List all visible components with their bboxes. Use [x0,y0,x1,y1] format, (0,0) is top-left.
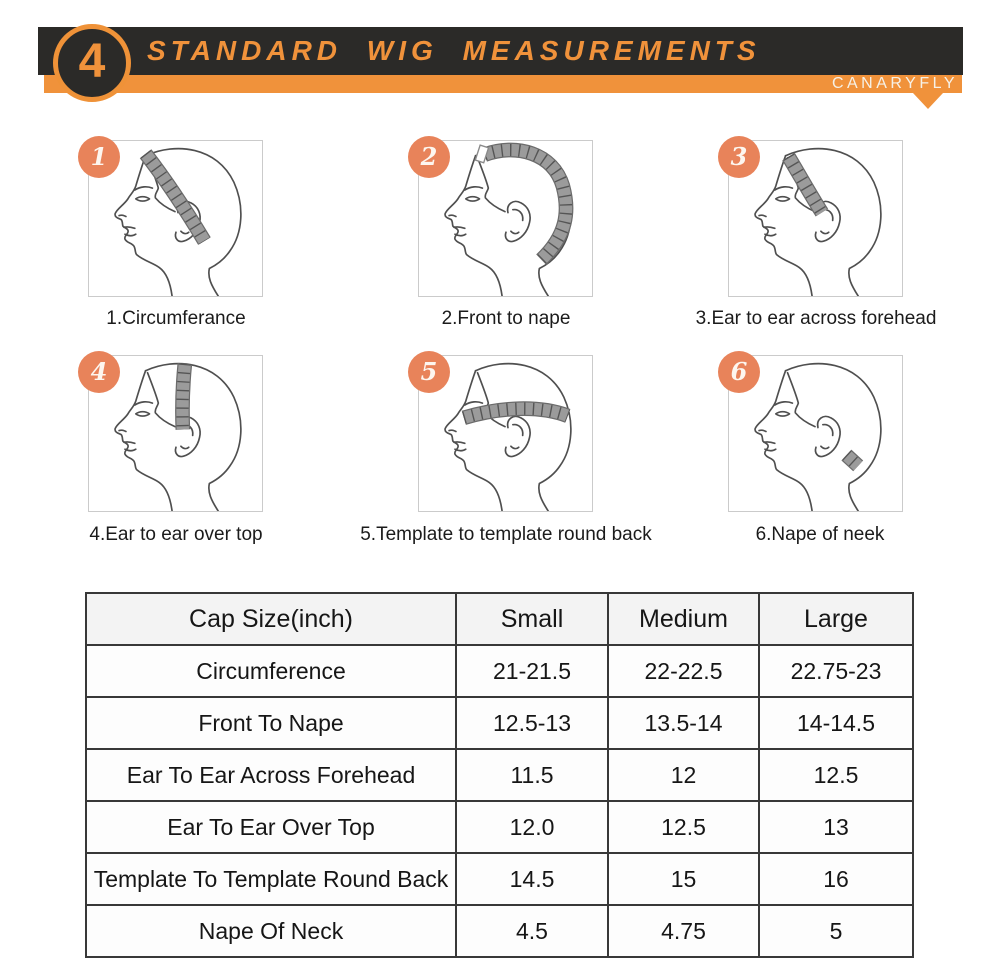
size-value-cell: 12.0 [456,801,608,853]
tape-over-top [182,364,184,430]
col-header-small: Small [456,593,608,645]
figure-number: 3 [730,142,748,171]
tape-across-forehead [789,157,822,213]
size-value-cell: 5 [759,905,913,957]
size-value-cell: 14-14.5 [759,697,913,749]
size-value-cell: 4.75 [608,905,759,957]
table-header-row [86,593,913,645]
figure-caption: 5.Template to template round back [360,524,652,545]
size-value-cell: 21-21.5 [456,645,608,697]
figure-number: 4 [90,357,108,386]
figure-caption: 3.Ear to ear across forehead [695,308,937,329]
section-number-badge [53,24,131,102]
figure-number: 1 [90,142,108,171]
size-value-cell: 13 [759,801,913,853]
size-value-cell: 12.5-13 [456,697,608,749]
size-value-cell: 12.5 [608,801,759,853]
figure-caption: 6.Nape of neek [755,524,885,545]
figure-number: 5 [420,357,438,386]
figure-caption: 4.Ear to ear over top [89,524,263,545]
table-row [86,801,913,853]
size-value-cell: 22.75-23 [759,645,913,697]
tape-circumference [146,154,205,241]
figure-number-badge [78,351,120,393]
size-value-cell: 12 [608,749,759,801]
size-value-cell: 4.5 [456,905,608,957]
size-value-cell: 13.5-14 [608,697,759,749]
col-header-medium: Medium [608,593,759,645]
size-value-cell: 15 [608,853,759,905]
table-row [86,645,913,697]
figure-number: 2 [420,142,438,171]
page-title: STANDARD WIG MEASUREMENTS [147,35,761,66]
measurement-label-cell: Ear To Ear Across Forehead [86,749,456,801]
table-row [86,905,913,957]
col-header-cap-size: Cap Size(inch) [86,593,456,645]
table-row [86,853,913,905]
figure-caption: 2.Front to nape [441,308,571,329]
table-row [86,749,913,801]
measurement-label-cell: Nape Of Neck [86,905,456,957]
measurement-label-cell: Template To Template Round Back [86,853,456,905]
banner-pointer-icon [913,93,943,109]
measurement-label-cell: Ear To Ear Over Top [86,801,456,853]
size-value-cell: 14.5 [456,853,608,905]
size-value-cell: 11.5 [456,749,608,801]
figure-number-badge [718,351,760,393]
brand-name: CANARYFLY [831,75,958,92]
size-value-cell: 16 [759,853,913,905]
size-table [85,592,914,958]
section-number: 4 [78,35,106,88]
tape-nape [846,455,858,466]
measurement-label-cell: Circumference [86,645,456,697]
measurement-label-cell: Front To Nape [86,697,456,749]
col-header-large: Large [759,593,913,645]
table-row [86,697,913,749]
figure-number-badge [78,136,120,178]
figure-number-badge [408,351,450,393]
figure-number-badge [408,136,450,178]
figure-number: 6 [730,357,748,386]
figure-number-badge [718,136,760,178]
figure-caption: 1.Circumferance [106,308,246,329]
size-value-cell: 22-22.5 [608,645,759,697]
size-value-cell: 12.5 [759,749,913,801]
